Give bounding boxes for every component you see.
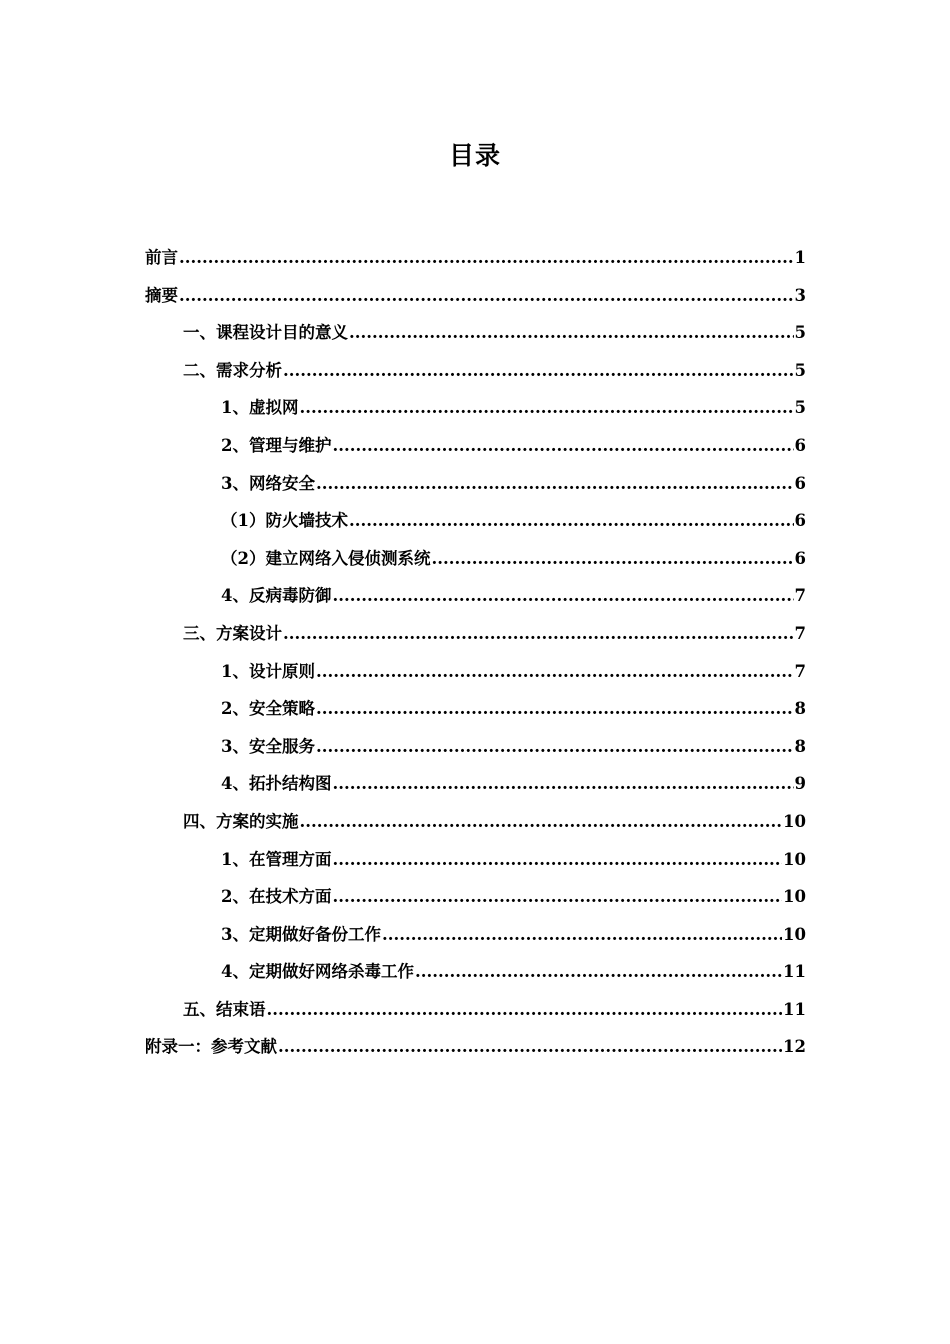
toc-entry-label: （2）建立网络入侵侦测系统 [221, 548, 431, 568]
toc-entry-page: 6 [794, 435, 806, 455]
toc-entry[interactable] [145, 507, 806, 545]
toc-entry[interactable] [145, 770, 806, 808]
toc-entry[interactable] [145, 921, 806, 959]
toc-leader-dots [316, 737, 794, 756]
toc-entry-label: 一、课程设计目的意义 [183, 323, 348, 343]
toc-entry-label: 4、拓扑结构图 [221, 774, 332, 794]
toc-entry[interactable] [145, 357, 806, 395]
toc-entry[interactable] [145, 658, 806, 696]
toc-entry[interactable] [145, 432, 806, 470]
toc-entry[interactable] [145, 695, 806, 733]
toc-entry-page: 7 [794, 661, 806, 681]
toc-entry-page: 1 [794, 248, 806, 267]
toc-entry[interactable] [145, 996, 806, 1034]
toc-entry-label: 3、网络安全 [221, 473, 315, 493]
toc-leader-dots [283, 361, 794, 380]
toc-entry[interactable] [145, 319, 806, 357]
toc-entry-page: 12 [783, 1037, 806, 1057]
toc-entry-page: 6 [794, 473, 806, 493]
toc-entry[interactable] [145, 883, 806, 921]
toc-entry[interactable] [145, 582, 806, 620]
toc-entry-page: 5 [794, 360, 806, 380]
toc-entry-page: 5 [794, 398, 806, 418]
toc-leader-dots [332, 586, 793, 605]
page-title: 目录 [448, 141, 501, 170]
toc-entry-label: （1）防火墙技术 [221, 511, 348, 531]
toc-leader-dots [431, 549, 793, 568]
toc-entry-label: 4、反病毒防御 [221, 586, 332, 606]
toc-leader-dots [300, 812, 783, 831]
toc-leader-dots [349, 323, 794, 342]
toc-entry[interactable] [145, 470, 806, 508]
toc-leader-dots [283, 624, 794, 643]
table-of-contents [145, 244, 806, 1071]
toc-leader-dots [349, 511, 794, 530]
toc-entry[interactable] [145, 620, 806, 658]
toc-entry-page: 6 [794, 548, 806, 568]
toc-leader-dots [332, 774, 793, 793]
toc-entry-page: 8 [794, 699, 806, 719]
toc-leader-dots [299, 398, 793, 417]
toc-entry-label: 附录一：参考文献 [145, 1037, 277, 1057]
toc-entry[interactable] [145, 545, 806, 583]
toc-entry-label: 四、方案的实施 [183, 811, 299, 831]
toc-entry[interactable] [145, 282, 806, 320]
toc-leader-dots [332, 887, 782, 906]
toc-entry[interactable] [145, 958, 806, 996]
toc-entry-label: 五、结束语 [183, 999, 266, 1019]
toc-entry[interactable] [145, 733, 806, 771]
toc-leader-dots [382, 925, 782, 944]
toc-leader-dots [278, 1037, 782, 1056]
toc-entry-label: 2、在技术方面 [221, 887, 332, 907]
toc-leader-dots [415, 962, 782, 981]
toc-entry-page: 9 [794, 774, 806, 794]
toc-entry-label: 二、需求分析 [183, 360, 282, 380]
toc-entry-page: 7 [794, 623, 806, 643]
toc-entry-page: 6 [794, 511, 806, 531]
toc-entry-label: 摘要 [145, 285, 178, 305]
toc-leader-dots [316, 474, 794, 493]
toc-entry-page: 7 [794, 586, 806, 606]
toc-entry-label: 1、在管理方面 [221, 849, 332, 869]
toc-entry-page: 8 [794, 736, 806, 756]
toc-entry[interactable] [145, 846, 806, 884]
toc-entry-label: 三、方案设计 [183, 623, 282, 643]
toc-entry-page: 10 [783, 924, 806, 944]
toc-entry-label: 1、设计原则 [221, 661, 315, 681]
toc-leader-dots [316, 699, 794, 718]
toc-leader-dots [179, 248, 794, 267]
toc-leader-dots [332, 436, 793, 455]
toc-entry-page: 10 [783, 811, 806, 831]
toc-entry-label: 前言 [145, 248, 178, 267]
toc-entry[interactable] [145, 244, 806, 282]
toc-entry-page: 10 [783, 887, 806, 907]
toc-entry[interactable] [145, 1033, 806, 1071]
toc-leader-dots [179, 286, 794, 305]
toc-entry-page: 11 [783, 962, 806, 982]
toc-entry-page: 10 [783, 849, 806, 869]
toc-entry[interactable] [145, 394, 806, 432]
toc-entry-page: 11 [783, 999, 806, 1019]
toc-entry-label: 2、安全策略 [221, 699, 315, 719]
toc-entry[interactable] [145, 808, 806, 846]
toc-entry-label: 1、虚拟网 [221, 398, 299, 418]
toc-leader-dots [267, 1000, 783, 1019]
toc-entry-label: 2、管理与维护 [221, 435, 332, 455]
toc-entry-page: 5 [794, 323, 806, 343]
toc-entry-label: 4、定期做好网络杀毒工作 [221, 962, 414, 982]
toc-entry-label: 3、定期做好备份工作 [221, 924, 381, 944]
toc-entry-label: 3、安全服务 [221, 736, 315, 756]
toc-leader-dots [332, 850, 782, 869]
toc-entry-page: 3 [794, 285, 806, 305]
toc-leader-dots [316, 662, 794, 681]
